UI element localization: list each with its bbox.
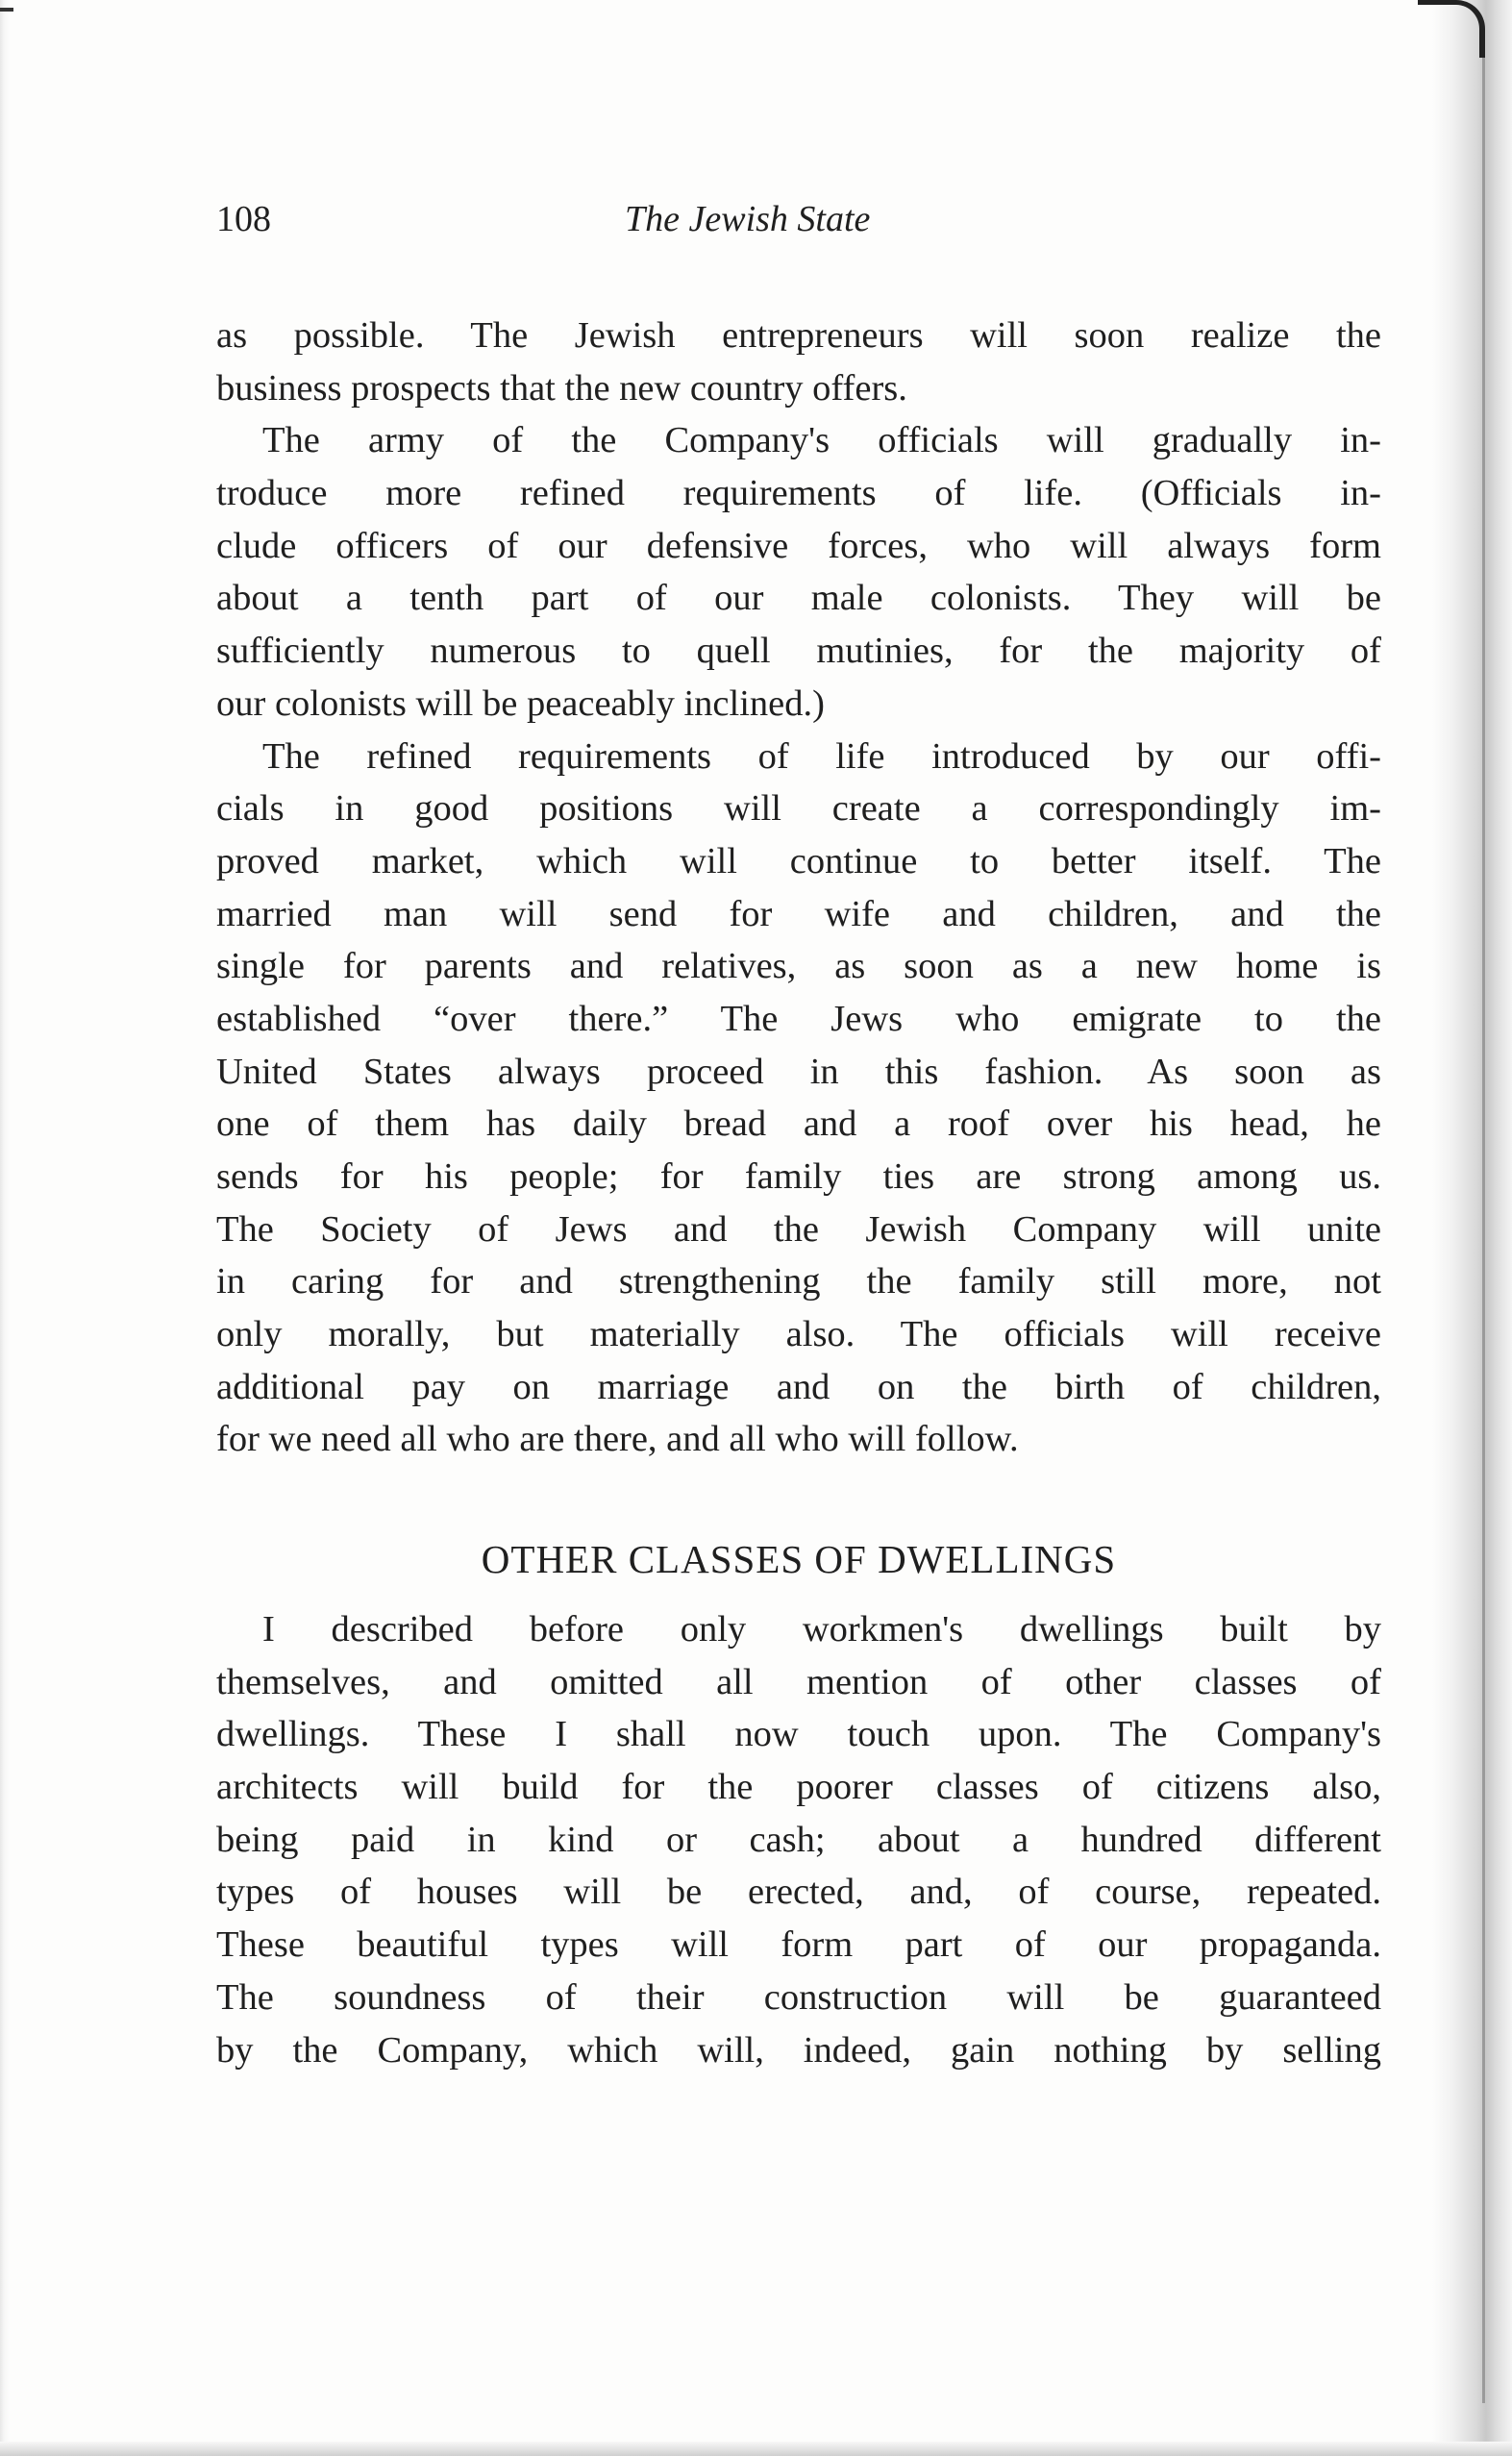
text-line: These beautiful types will form part of our propaganda. [216, 1924, 1381, 1966]
text-line: dwellings. These I shall now touch upon. The Company's [216, 1714, 1381, 1755]
text-line: one of them has daily bread and a roof over his head, he [216, 1104, 1381, 1145]
running-head [216, 198, 1379, 256]
binding-gutter-line [1482, 38, 1485, 2403]
text-line: sends for his people; for family ties are strong among us. [216, 1156, 1381, 1197]
binding-shadow [1432, 0, 1512, 2456]
text-line: sufficiently numerous to quell mutinies, for the majority of [216, 631, 1381, 672]
text-line: in caring for and strengthening the family still more, not [216, 1261, 1381, 1302]
page-corner-curl [1418, 0, 1485, 58]
body-text-section-1 [216, 310, 1381, 1466]
text-line: single for parents and relatives, as soon as a new home is [216, 946, 1381, 987]
text-line: The Society of Jews and the Jewish Company will unite [216, 1208, 1381, 1250]
scan-left-corner-mark [0, 8, 13, 12]
body-text-section-2 [216, 1603, 1381, 2076]
text-line: The soundness of their construction will be guaranteed [216, 1976, 1381, 2018]
text-line: United States always proceed in this fashion. As soon as [216, 1051, 1381, 1092]
text-line: The army of the Company's officials will gradually in- [262, 420, 1381, 461]
text-line: our colonists will be peaceably inclined.) [216, 682, 825, 724]
text-line: themselves, and omitted all mention of other classes of [216, 1661, 1381, 1702]
text-line: cials in good positions will create a correspondingly im- [216, 788, 1381, 830]
text-line: about a tenth part of our male colonists. They will be [216, 578, 1381, 619]
text-line: troduce more refined requirements of life. (Officials in- [216, 473, 1381, 514]
text-line: being paid in kind or cash; about a hundred different [216, 1819, 1381, 1860]
text-line: established “over there.” The Jews who emigrate to the [216, 998, 1381, 1039]
scan-bottom-edge [0, 2442, 1512, 2456]
text-line: for we need all who are there, and all who will follow. [216, 1419, 1019, 1460]
text-line: only morally, but materially also. The officials will receive [216, 1314, 1381, 1355]
text-line: I described before only workmen's dwellings built by [262, 1609, 1381, 1650]
section-heading: OTHER CLASSES OF DWELLINGS [481, 1537, 1117, 1581]
text-line: additional pay on marriage and on the birth of children, [216, 1366, 1381, 1407]
text-line: business prospects that the new country offers. [216, 367, 907, 409]
text-line: clude officers of our defensive forces, who will always form [216, 525, 1381, 566]
text-line: proved market, which will continue to better itself. The [216, 840, 1381, 881]
text-line: architects will build for the poorer classes of citizens also, [216, 1767, 1381, 1808]
book-title: The Jewish State [625, 199, 871, 239]
text-line: as possible. The Jewish entrepreneurs will soon realize the [216, 315, 1381, 356]
text-line: types of houses will be erected, and, of course, repeated. [216, 1872, 1381, 1913]
text-line: married man will send for wife and children, and the [216, 893, 1381, 934]
scan-left-edge [0, 0, 10, 2456]
text-line: The refined requirements of life introduced by our offi- [262, 735, 1381, 777]
text-line: by the Company, which will, indeed, gain nothing by selling [216, 2029, 1381, 2071]
page-number: 108 [216, 199, 271, 239]
